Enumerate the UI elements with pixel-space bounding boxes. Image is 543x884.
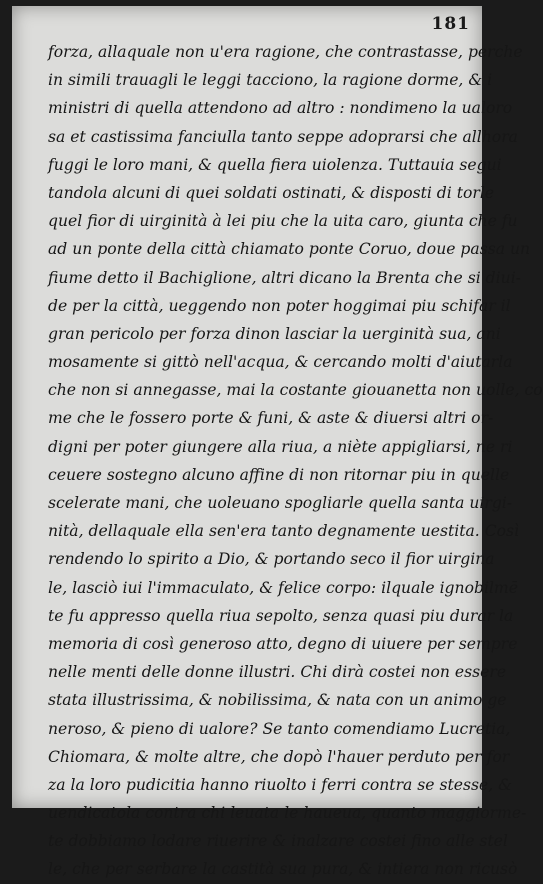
text-line: te dobbiamo lodare riuerire & inalzare costei fino alle stel: [48, 832, 508, 851]
text-line: nelle menti delle donne illustri. Chi dirà costei non essere: [48, 663, 507, 682]
text-line: rendendo lo spirito a Dio, & portando seco il fior uirgina: [48, 550, 495, 569]
text-line: gran pericolo per forza dinon lasciar la uerginità sua, ani: [48, 324, 501, 343]
text-line: de per la città, ueggendo non poter hoggimai piu schifar il: [48, 296, 511, 315]
text-line: uendicatola contra chi leuata le haueua, quanto maggiorme-: [48, 804, 527, 823]
text-line: digni per poter giungere alla riua, a niète appigliarsi, ne ri: [48, 437, 513, 456]
text-line: forza, allaquale non u'era ragione, che contrastasse, perche: [48, 43, 523, 61]
text-line: le, lasciò iui l'immaculato, & felice corpo: ilquale ignobilmē: [48, 578, 518, 597]
text-line: neroso, & pieno di ualore? Se tanto comendiamo Lucretia,: [48, 719, 511, 738]
text-line: za la loro pudicitia hanno riuolto i ferri contra se stesse, &: [48, 775, 512, 794]
text-line: ad un ponte della città chiamato ponte Coruo, doue passa un: [48, 240, 531, 259]
text-line: tandola alcuni di quei soldati ostinati, & disposti di torle: [48, 183, 495, 202]
text-line: stata illustrissima, & nobilissima, & nata con un animo ge: [48, 691, 507, 710]
text-line: fuggi le loro mani, & quella fiera uiolenza. Tuttauia segui: [48, 155, 502, 174]
text-line: quel fior di uirginità à lei piu che la uita caro, giunta che fu: [48, 212, 518, 231]
page-number: 181: [431, 14, 470, 34]
text-line: mosamente si gittò nell'acqua, & cercando molti d'aiutarla: [48, 353, 513, 372]
text-line: me che le fossero porte & funi, & aste & diuersi altri or-: [48, 409, 494, 428]
text-line: fiume detto il Bachiglione, altri dicano la Brenta che si diui-: [48, 268, 521, 287]
text-line: nità, dellaquale ella sen'era tanto degnamente uestita. Così: [48, 522, 520, 541]
text-line: in simili trauagli le leggi tacciono, la ragione dorme, & i: [48, 71, 493, 90]
text-line: scelerate mani, che uoleuano spogliarle quella santa uirgi-: [48, 494, 513, 512]
text-line: ceuere sostegno alcuno affine di non ritornar piu in quelle: [48, 465, 510, 484]
book-page: [12, 6, 543, 879]
body-text: [48, 38, 543, 884]
text-line: ministri di quella attendono ad altro : nondimeno la ualoro: [48, 99, 513, 118]
text-line: memoria di così generoso atto, degno di uiuere per sempre: [48, 634, 518, 653]
text-line: sa et castissima fanciulla tanto seppe adoprarsi che allhora: [48, 127, 518, 146]
text-line: che non si annegasse, mai la costante giouanetta non uolle, co: [48, 381, 543, 400]
text-line: te fu appresso quella riua sepolto, senza quasi piu durar la: [48, 606, 514, 625]
text-line: Chiomara, & molte altre, che dopò l'hauer perduto per for: [48, 747, 510, 766]
text-line: le, che per serbare la castità sua pura, & intiera non ricusò: [48, 860, 518, 879]
